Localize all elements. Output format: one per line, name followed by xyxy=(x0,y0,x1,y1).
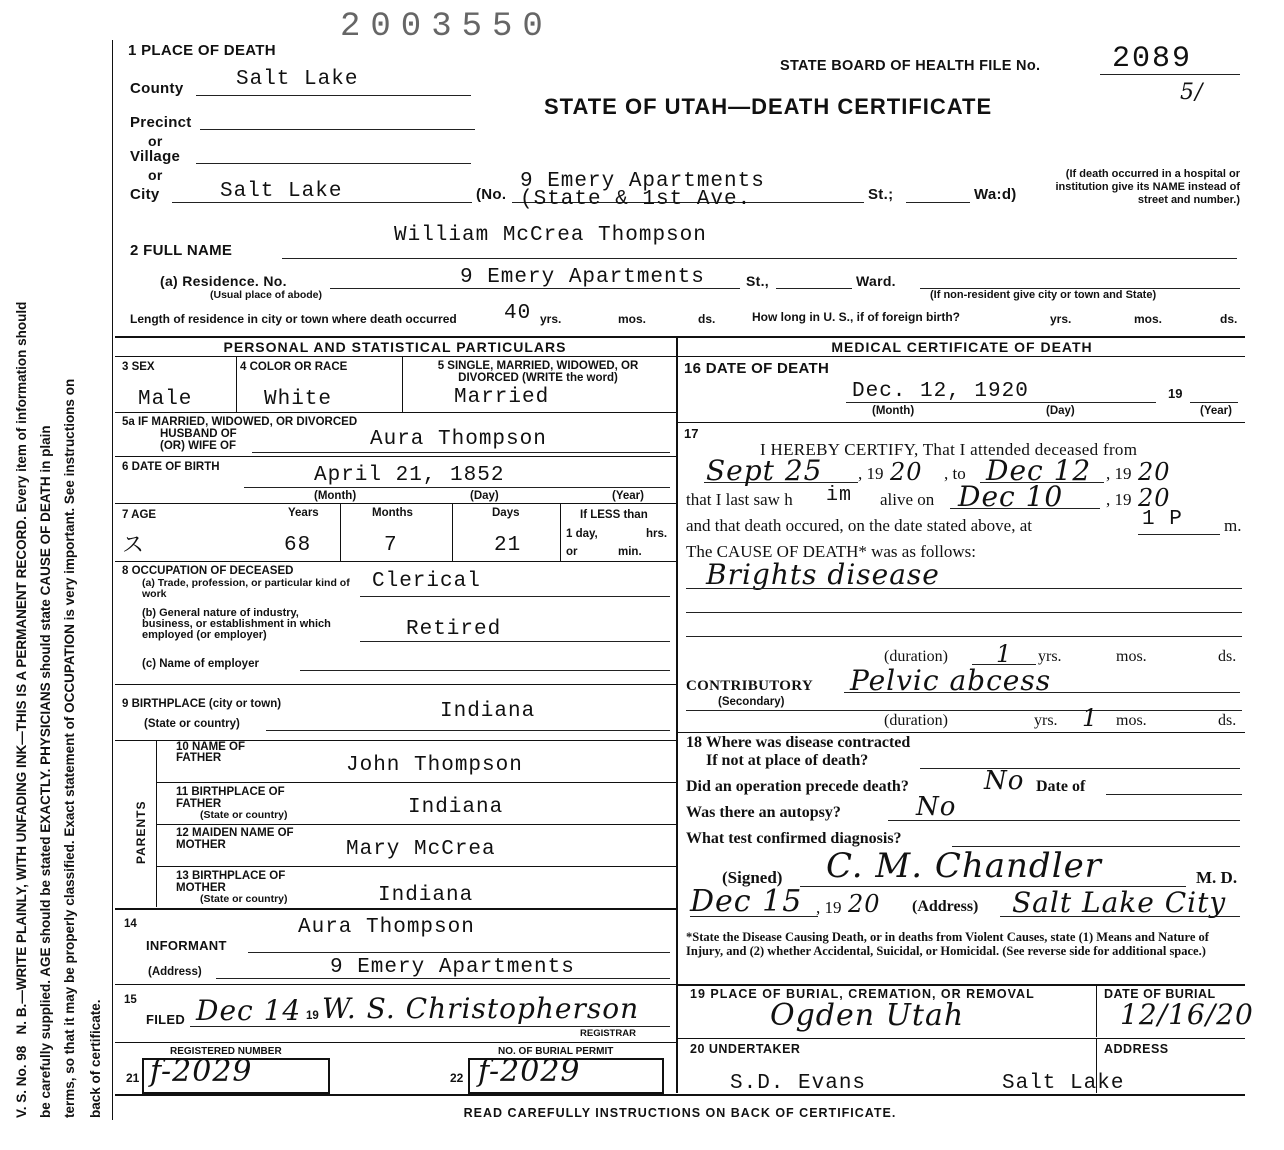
age-rule-2 xyxy=(452,504,453,561)
dob-day: (Day) xyxy=(470,490,499,502)
age-rule-1 xyxy=(340,504,341,561)
duration-2-ds: ds. xyxy=(1218,712,1237,729)
spouse-value: Aura Thompson xyxy=(370,428,547,451)
duration-2-label: (duration) xyxy=(884,712,948,729)
med-rule-3 xyxy=(677,984,1245,986)
residence-st-label: St., xyxy=(746,273,769,289)
mother-bp-sub: (State or country) xyxy=(200,893,288,905)
age-label: 7 AGE xyxy=(122,509,157,521)
ward-label: Wa:d) xyxy=(974,186,1017,203)
age-years-value: 68 xyxy=(284,534,312,557)
age-mark: ス xyxy=(122,533,146,558)
occupation-c-label: (c) Name of employer xyxy=(142,658,259,670)
date-day-label: (Day) xyxy=(1046,405,1075,417)
contributory-line-2 xyxy=(686,710,1242,711)
burial-date-label: DATE OF BURIAL xyxy=(1104,987,1216,1001)
burial-rule xyxy=(1096,985,1097,1037)
residence-ward-underline xyxy=(776,288,852,289)
row-rule-5 xyxy=(115,684,676,685)
cause-line-2 xyxy=(686,612,1242,613)
months-label: Months xyxy=(372,507,413,519)
row-rule-2 xyxy=(115,456,676,457)
spouse-underline xyxy=(252,452,670,453)
med-rule-4 xyxy=(677,1038,1245,1039)
county-label: County xyxy=(130,80,184,97)
informant-underline xyxy=(248,952,670,953)
street-no-label: (No. xyxy=(476,186,507,203)
registered-number-value: f-2029 xyxy=(150,1054,253,1089)
last-saw-him: im xyxy=(826,484,853,507)
spouse-label-1: 5a IF MARRIED, WIDOWED, OR DIVORCED xyxy=(122,416,358,428)
age-rule-3 xyxy=(560,504,561,561)
burial-date-value: 12/16/20 xyxy=(1120,998,1254,1031)
informant-value: Aura Thompson xyxy=(298,916,475,939)
test-label: What test confirmed diagnosis? xyxy=(686,830,902,847)
undertaker-address-label: ADDRESS xyxy=(1104,1042,1169,1056)
less-min: min. xyxy=(618,546,642,558)
undertaker-value: S.D. Evans xyxy=(730,1072,867,1095)
undertaker-label: 20 UNDERTAKER xyxy=(690,1042,801,1056)
occupation-b-label: (b) General nature of industry, business, or establishment in which employed (or employer) xyxy=(142,607,331,641)
father-bp-label: 11 BIRTHPLACE OF FATHER xyxy=(176,786,285,810)
days-label: Days xyxy=(492,507,520,519)
filed-year: 19 xyxy=(306,1010,319,1022)
date-year-label: (Year) xyxy=(1200,405,1232,417)
state-board-label: STATE BOARD OF HEALTH FILE No. xyxy=(780,58,1041,74)
residence-value: 9 Emery Apartments xyxy=(460,266,705,289)
cause-line-3 xyxy=(686,636,1242,637)
autopsy-value: No xyxy=(916,792,957,822)
certify-text: I HEREBY CERTIFY, That I attended deceased from xyxy=(760,440,1138,459)
less-day: 1 day, xyxy=(566,528,598,540)
alive-on-date: Dec 10 xyxy=(958,480,1064,513)
operation-value: No xyxy=(984,766,1025,796)
physician-address-label: (Address) xyxy=(912,898,979,915)
duration-1-yrs: yrs. xyxy=(1038,648,1062,665)
attended-to-date: Dec 12 xyxy=(986,454,1092,487)
physician-signature: C. M. Chandler xyxy=(826,846,1102,886)
father-bp-value: Indiana xyxy=(408,796,504,819)
stamp-number: 2003550 xyxy=(340,8,553,46)
precinct-label: Precinct xyxy=(130,114,192,131)
mother-bp-value: Indiana xyxy=(378,884,474,907)
filed-date: Dec 14 xyxy=(196,994,302,1027)
filed-label: FILED xyxy=(146,1012,186,1027)
autopsy-label: Was there an autopsy? xyxy=(686,804,841,821)
margin-instructions-line2: be carefully supplied. AGE should be stated EXACTLY. PHYSICIANS should state CAUSE OF DEATH in plain xyxy=(38,425,53,1118)
row-rule-3 xyxy=(115,503,676,504)
village-label: Village xyxy=(130,148,181,165)
margin-instructions-line4: back of certificate. xyxy=(88,999,103,1118)
length-yrs: yrs. xyxy=(540,312,562,326)
margin-instructions-line3: terms, so that it may be properly classified. Exact statement of OCCUPATION is very important. See instructions on xyxy=(62,378,77,1118)
date-of-death-value: Dec. 12, 1920 xyxy=(852,380,1029,403)
duration-1-value: 1 xyxy=(996,640,1013,668)
father-value: John Thompson xyxy=(346,754,523,777)
personal-header: PERSONAL AND STATISTICAL PARTICULARS xyxy=(223,339,567,355)
row-rule-1 xyxy=(115,412,676,413)
signed-year: 20 xyxy=(848,890,881,918)
full-name-underline xyxy=(282,258,1237,259)
full-name-value: William McCrea Thompson xyxy=(394,224,707,247)
row-rule-10 xyxy=(115,908,676,910)
parents-label: PARENTS xyxy=(134,800,148,864)
mother-value: Mary McCrea xyxy=(346,838,496,861)
cause-label: The CAUSE OF DEATH* was as follows: xyxy=(686,542,976,561)
signed-year-prefix: , 19 xyxy=(816,898,842,917)
dob-underline xyxy=(244,487,670,488)
undertaker-address-value: Salt Lake xyxy=(1002,1072,1125,1095)
row-rule-4 xyxy=(115,561,676,562)
registered-number-label: REGISTERED NUMBER xyxy=(170,1046,282,1057)
duration-2-yrs: yrs. xyxy=(1034,712,1058,729)
date-of-death-label: 16 DATE OF DEATH xyxy=(684,360,830,377)
informant-label: INFORMANT xyxy=(146,938,227,953)
age-days-value: 21 xyxy=(494,534,522,557)
q18-label-b: If not at place of death? xyxy=(706,752,869,769)
color-rule xyxy=(402,357,403,412)
less-or: or xyxy=(566,546,578,558)
duration-2-mos: mos. xyxy=(1116,712,1147,729)
ward-underline xyxy=(906,202,970,203)
alive-year-prefix: , 19 xyxy=(1106,490,1132,509)
foreign-yrs: yrs. xyxy=(1050,312,1072,326)
signed-label: (Signed) xyxy=(722,868,783,887)
last-saw-text: that I last saw h xyxy=(686,490,793,509)
city-value: Salt Lake xyxy=(220,180,343,203)
occupation-value: Clerical xyxy=(372,570,481,593)
occupation-label: 8 OCCUPATION OF DECEASED xyxy=(122,565,294,577)
foreign-label: How long in U. S., if of foreign birth? xyxy=(752,310,960,324)
length-ds: ds. xyxy=(698,312,716,326)
marital-value: Married xyxy=(454,386,550,409)
spouse-label-2: HUSBAND OF xyxy=(160,428,237,440)
file-number: 2089 xyxy=(1112,42,1193,76)
date-of-underline xyxy=(1106,794,1242,795)
death-occurred-text: and that death occured, on the date stated above, at xyxy=(686,516,1032,535)
foreign-mos: mos. xyxy=(1134,312,1163,326)
birthplace-sub: (State or country) xyxy=(144,718,240,730)
precinct-underline xyxy=(200,129,475,130)
length-label: Length of residence in city or town where death occurred xyxy=(130,312,457,326)
md-label: M. D. xyxy=(1196,868,1238,887)
marital-label: 5 SINGLE, MARRIED, WIDOWED, OR DIVORCED (WRITE the word) xyxy=(437,360,639,384)
cause-footnote: *State the Disease Causing Death, or in deaths from Violent Causes, state (1) Means and Nature of Injury, and (2) whether Accidental, Suicidal, or Homicidal. (See reverse side for additional space.) xyxy=(686,930,1209,958)
margin-text-1: N. B.—WRITE PLAINLY, WITH UNFADING INK—THIS IS A PERMANENT RECORD. Every item of information should xyxy=(14,301,29,1035)
full-name-label: 2 FULL NAME xyxy=(130,242,233,259)
informant-num: 14 xyxy=(124,918,137,930)
med-rule-2 xyxy=(677,732,1245,733)
physician-address: Salt Lake City xyxy=(1012,886,1227,919)
informant-address-value: 9 Emery Apartments xyxy=(330,956,575,979)
grid-center-rule xyxy=(676,338,678,1093)
residence-ward-label: Ward. xyxy=(856,273,896,289)
row-rule-12 xyxy=(115,1042,676,1043)
registered-number-prefix: 21 xyxy=(126,1071,140,1085)
duration-1-label: (duration) xyxy=(884,648,948,665)
or-2: or xyxy=(148,167,163,183)
to-label: , to xyxy=(944,464,966,483)
q18-label-a: 18 Where was disease contracted xyxy=(686,734,911,751)
sex-value: Male xyxy=(138,388,193,411)
vs-number: V. S. No. 98 xyxy=(14,1045,29,1118)
grid-bottom-rule xyxy=(115,1094,1245,1096)
burial-permit-label: NO. OF BURIAL PERMIT xyxy=(498,1046,614,1057)
village-underline xyxy=(196,163,471,164)
length-mos: mos. xyxy=(618,312,647,326)
burial-permit-prefix: 22 xyxy=(450,1071,464,1085)
to-year: 20 xyxy=(1138,458,1171,486)
duration-2-value: 1 xyxy=(1082,704,1099,732)
father-label: 10 NAME OF FATHER xyxy=(176,741,246,764)
cause-line-1 xyxy=(686,588,1242,589)
alive-on-text: alive on xyxy=(880,490,935,509)
registrar-signature: W. S. Christopherson xyxy=(322,992,640,1025)
contributory-label: CONTRIBUTORY xyxy=(686,678,813,694)
contributory-value: Pelvic abcess xyxy=(850,664,1052,697)
county-value: Salt Lake xyxy=(236,68,359,91)
contributory-sub: (Secondary) xyxy=(718,696,785,708)
grid-top-rule xyxy=(115,336,1245,338)
sex-rule xyxy=(236,357,237,412)
filed-num: 15 xyxy=(124,994,137,1006)
dob-value: April 21, 1852 xyxy=(314,464,505,487)
foreign-ds: ds. xyxy=(1220,312,1238,326)
date-month-label: (Month) xyxy=(872,405,915,417)
county-underline xyxy=(196,95,471,96)
or-1: or xyxy=(148,133,163,149)
st-label: St.; xyxy=(868,186,894,203)
hospital-note: (If death occurred in a hospital or institution give its NAME instead of street and number.) xyxy=(1055,168,1240,206)
color-label: 4 COLOR OR RACE xyxy=(240,361,348,373)
burial-permit-value: f-2029 xyxy=(478,1054,581,1089)
operation-label: Did an operation precede death? xyxy=(686,778,909,795)
cause-value: Brights disease xyxy=(706,558,940,591)
file-note: 5/ xyxy=(1180,80,1204,105)
residence-label: (a) Residence. No. xyxy=(160,273,287,289)
time-underline xyxy=(1138,534,1220,535)
registrar-label: REGISTRAR xyxy=(580,1028,636,1039)
nonres-note: (If non-resident give city or town and State) xyxy=(930,289,1157,301)
employer-underline xyxy=(300,670,670,671)
to-year-prefix: , 19 xyxy=(1106,464,1132,483)
city-label: City xyxy=(130,186,160,203)
from-year: 20 xyxy=(890,458,923,486)
margin-rule xyxy=(112,40,113,1120)
medical-header: MEDICAL CERTIFICATE OF DEATH xyxy=(831,339,1093,355)
row-rule-8 xyxy=(157,824,676,825)
attended-from-date: Sept 25 xyxy=(706,454,823,487)
duration-1-mos: mos. xyxy=(1116,648,1147,665)
row-rule-7 xyxy=(157,782,676,783)
occupation-underline xyxy=(360,596,670,597)
less-hrs: hrs. xyxy=(646,528,668,540)
q18-underline xyxy=(920,768,1240,769)
address-line-2: (State & 1st Ave. xyxy=(520,188,752,211)
color-value: White xyxy=(264,388,333,411)
num-17: 17 xyxy=(684,426,699,441)
med-rule-1 xyxy=(677,422,1245,423)
date-year-underline xyxy=(1190,402,1238,403)
from-year-prefix: , 19 xyxy=(858,464,884,483)
burial-place-label: 19 PLACE OF BURIAL, CREMATION, OR REMOVAL xyxy=(690,987,1035,1001)
less-than-label: If LESS than xyxy=(580,509,648,521)
time-of-death: 1 P xyxy=(1142,508,1183,531)
header-bottom-rule xyxy=(115,356,1245,357)
occupation-a-label: (a) Trade, profession, or particular kind of work xyxy=(142,577,350,600)
signed-date: Dec 15 xyxy=(690,884,803,919)
birthplace-underline xyxy=(266,730,670,731)
residence-sub: (Usual place of abode) xyxy=(210,289,323,301)
spouse-label-3: (OR) WIFE OF xyxy=(160,440,237,452)
dob-year: (Year) xyxy=(612,490,644,502)
dob-label: 6 DATE OF BIRTH xyxy=(122,461,220,473)
informant-address-label: (Address) xyxy=(148,966,202,978)
birthplace-value: Indiana xyxy=(440,700,536,723)
row-rule-11 xyxy=(115,984,676,985)
certificate-title: STATE OF UTAH—DEATH CERTIFICATE xyxy=(544,94,993,119)
dob-month: (Month) xyxy=(314,490,357,502)
industry-underline xyxy=(360,641,670,642)
industry-value: Retired xyxy=(406,618,502,641)
mother-label: 12 MAIDEN NAME OF MOTHER xyxy=(176,827,294,851)
burial-place-value: Ogden Utah xyxy=(770,998,965,1033)
age-months-value: 7 xyxy=(384,534,398,557)
margin-instructions-line1 xyxy=(14,302,29,1118)
address-line-1: 9 Emery Apartments xyxy=(520,170,765,193)
place-of-death-label: 1 PLACE OF DEATH xyxy=(128,42,276,59)
alive-year: 20 xyxy=(1138,484,1171,512)
years-label: Years xyxy=(288,507,319,519)
row-rule-9 xyxy=(157,866,676,867)
sex-label: 3 SEX xyxy=(122,361,155,373)
duration-1-ds: ds. xyxy=(1218,648,1237,665)
time-m: m. xyxy=(1224,516,1242,535)
father-bp-sub: (State or country) xyxy=(200,809,288,821)
mother-bp-label: 13 BIRTHPLACE OF MOTHER xyxy=(176,870,286,894)
footer-instruction: READ CAREFULLY INSTRUCTIONS ON BACK OF CERTIFICATE. xyxy=(463,1106,897,1120)
date-of-label: Date of xyxy=(1036,778,1086,795)
length-value: 40 xyxy=(504,302,532,325)
date-nineteen: 19 xyxy=(1168,386,1183,401)
birthplace-label: 9 BIRTHPLACE (city or town) xyxy=(122,698,282,710)
